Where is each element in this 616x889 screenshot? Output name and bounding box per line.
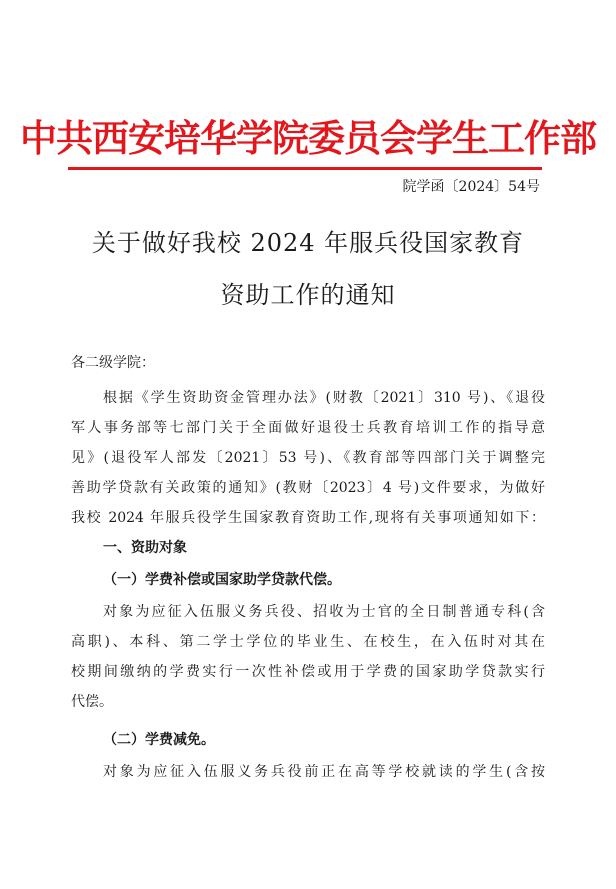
paragraph-2-line-3: 校期间缴纳的学费实行一次性补偿或用于学费的国家助学贷款实行 [71, 664, 545, 680]
document-title-line-2: 资助工作的通知 [220, 281, 396, 309]
document-number: 院学函〔2024〕54号 [402, 179, 540, 195]
subsection-heading-1: （一）学费补偿或国家助学贷款代偿。 [103, 572, 341, 588]
letterhead-organization: 中共西安培华学院委员会学生工作部 [20, 116, 596, 160]
salutation: 各二级学院： [71, 355, 155, 371]
section-heading-1: 一、资助对象 [103, 540, 187, 556]
paragraph-2-line-4: 代偿。 [71, 694, 113, 710]
paragraph-1-line-5: 我校 2024 年服兵役学生国家教育资助工作,现将有关事项通知如下： [71, 510, 545, 526]
paragraph-1-line-3: 见》(退役军人部发〔2021〕53 号)、《教育部等四部门关于调整完 [71, 450, 545, 466]
subsection-heading-2: （二）学费减免。 [103, 732, 215, 748]
letterhead-red-rule [68, 167, 542, 170]
paragraph-2-line-2: 高职)、本科、第二学士学位的毕业生、在校生，在入伍时对其在 [71, 634, 545, 650]
document-title-line-1: 关于做好我校 2024 年服兵役国家教育 [91, 229, 525, 257]
paragraph-1-line-2: 军人事务部等七部门关于全面做好退役士兵教育培训工作的指导意 [71, 420, 545, 436]
paragraph-1-line-1: 根据《学生资助资金管理办法》(财教〔2021〕310 号)、《退役 [103, 390, 545, 406]
paragraph-2-line-1: 对象为应征入伍服义务兵役、招收为士官的全日制普通专科(含 [103, 604, 545, 620]
paragraph-1-line-4: 善助学贷款有关政策的通知》(教财〔2023〕4 号)文件要求，为做好 [71, 480, 545, 496]
paragraph-3-line-1: 对象为应征入伍服义务兵役前正在高等学校就读的学生(含按 [103, 764, 545, 780]
